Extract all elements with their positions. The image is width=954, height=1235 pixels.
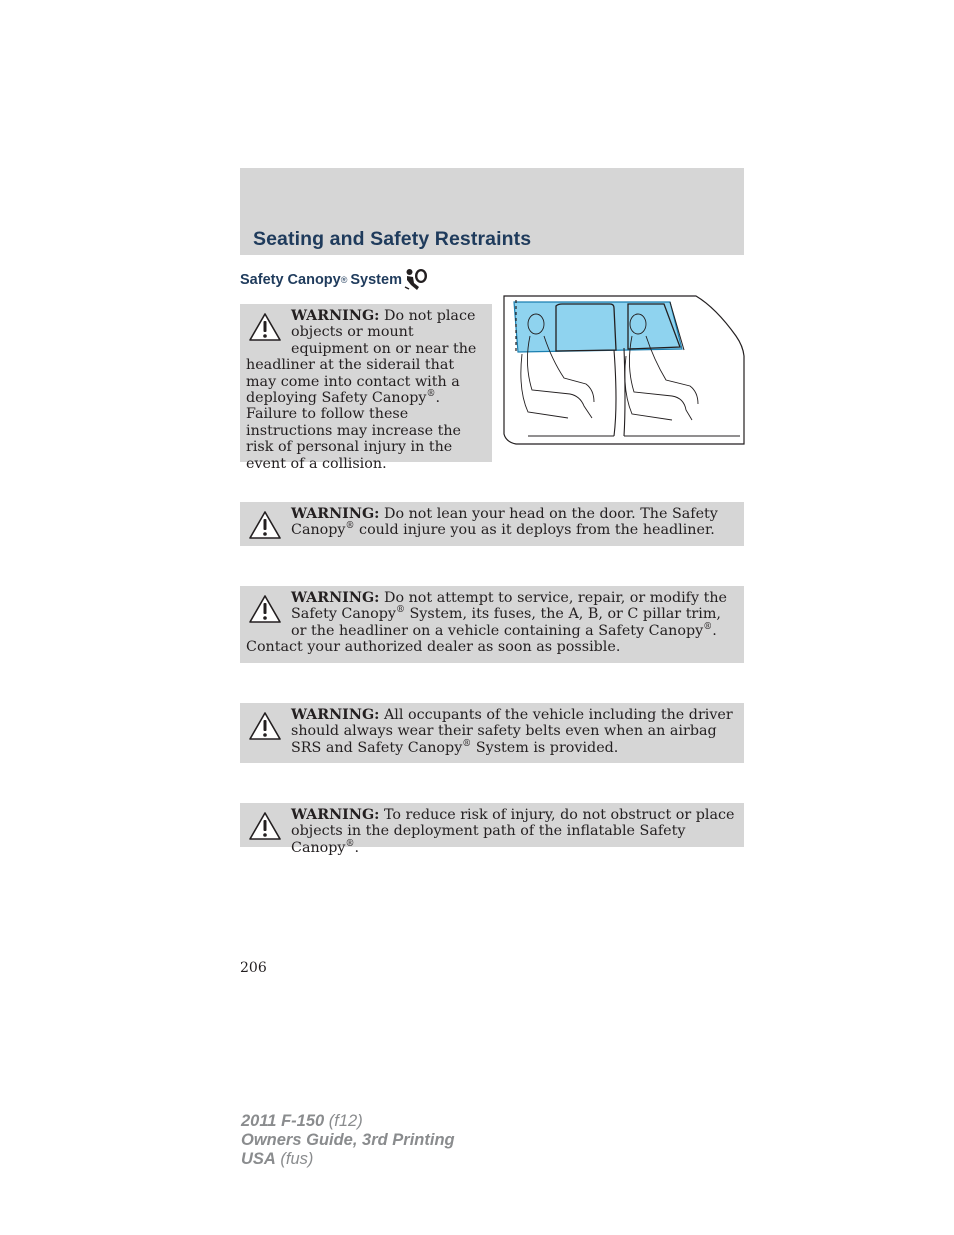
warning-body-cont: .	[354, 839, 360, 856]
warning-label: WARNING:	[291, 308, 380, 324]
warning-label: WARNING:	[291, 707, 380, 723]
warning-body-cont: System, its fuses, the A, B, or C pillar trim, or the headliner on a vehicle containing a Safety Canopy	[291, 606, 721, 639]
warning-triangle-icon	[248, 811, 282, 841]
registered-mark: ®	[340, 275, 348, 285]
footer-region-code: (fus)	[275, 1150, 314, 1168]
warning-body: Do not lean your head on the door. The Safety Canopy	[291, 506, 718, 539]
footer-region: USA	[241, 1150, 276, 1168]
footer-model-code: (f12)	[324, 1112, 363, 1130]
section-header-band	[240, 168, 744, 255]
warning-box-headliner	[240, 304, 492, 472]
warning-body-cont: could injure you as it deploys from the headliner.	[354, 522, 715, 539]
registered-mark: ®	[395, 605, 405, 616]
warning-text	[246, 590, 736, 656]
warning-label: WARNING:	[291, 590, 380, 606]
warning-box-door	[240, 502, 744, 546]
warning-body: Do not place objects or mount equipment on or near the headliner at the siderail that may come into contact with a deploying Safety Canopy	[246, 308, 477, 407]
warning-body-cont: . Failure to follow these instructions may increase the risk of personal injury in the event of a collision.	[246, 390, 461, 472]
warning-triangle-icon	[248, 594, 282, 624]
warning-triangle-icon	[248, 312, 282, 342]
section-title	[240, 268, 428, 292]
section-title-text: Safety Canopy	[240, 272, 341, 288]
footer-model: 2011 F-150	[241, 1112, 325, 1130]
document-footer	[241, 1112, 455, 1169]
warning-body: Do not attempt to service, repair, or modify the Safety Canopy	[291, 590, 728, 623]
warning-label: WARNING:	[291, 807, 380, 823]
warning-text	[246, 506, 736, 539]
footer-line-guide	[241, 1131, 455, 1150]
registered-mark: ®	[345, 521, 355, 532]
chapter-title: Seating and Safety Restraints	[253, 228, 532, 250]
airbag-icon	[404, 268, 428, 292]
registered-mark-2: ®	[703, 622, 713, 633]
warning-triangle-icon	[248, 510, 282, 540]
warning-box-safety-belts	[240, 703, 744, 763]
footer-guide: Owners Guide, 3rd Printing	[241, 1131, 455, 1149]
warning-text	[246, 308, 484, 472]
warning-label: WARNING:	[291, 506, 380, 522]
warning-body-cont: System is provided.	[471, 739, 619, 756]
warning-body: To reduce risk of injury, do not obstruct or place objects in the deployment path of the inflatable Safety Canopy	[291, 807, 735, 856]
warning-box-obstruct	[240, 803, 744, 856]
registered-mark: ®	[426, 389, 436, 400]
warning-body: All occupants of the vehicle including the driver should always wear their safety belts even when an airbag SRS and Safety Canopy	[291, 707, 733, 756]
section-title-text-2: System	[350, 272, 402, 288]
footer-line-model	[241, 1112, 455, 1131]
registered-mark: ®	[345, 839, 355, 850]
warning-box-service	[240, 586, 744, 663]
registered-mark: ®	[462, 739, 472, 750]
footer-line-region	[241, 1150, 455, 1169]
warning-text	[246, 707, 736, 756]
warning-triangle-icon	[248, 711, 282, 741]
safety-canopy-diagram	[500, 294, 746, 448]
page-number: 206	[240, 960, 267, 976]
warning-body-end: . Contact your authorized dealer as soon as possible.	[246, 622, 717, 656]
warning-text	[246, 807, 736, 856]
